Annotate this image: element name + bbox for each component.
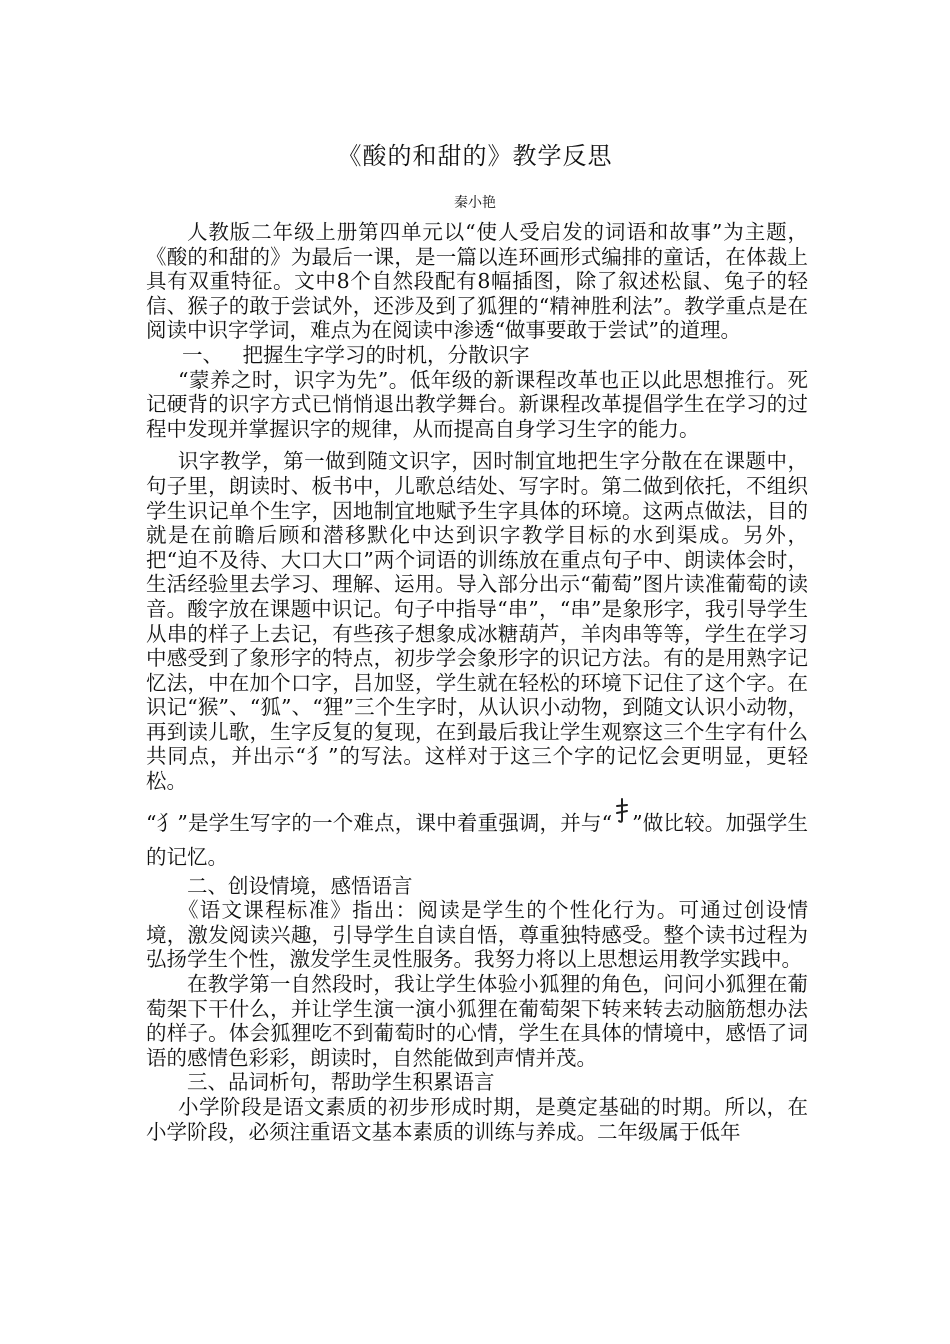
- section-heading-2: 二、创设情境，感悟语言: [187, 873, 413, 898]
- section-heading-1: 一、 把握生字学习的时机，分散识字: [182, 342, 530, 367]
- paragraph: “蒙养之时，识字为先”。低年级的新课程改革也正以此思想推行。死记硬背的识字方式已悄悄退出教学舞台。新课程改革提倡学生在学习的过程中发现并掌握识字的规律，从而提高自身学习生字的能力。: [146, 367, 808, 441]
- paragraph-intro: 人教版二年级上册第四单元以“使人受启发的词语和故事”为主题，《酸的和甜的》为最后一课，是一篇以连环画形式编排的童话，在体裁上具有双重特征。文中8个自然段配有8幅插图，除了叙述松鼠、兔子的轻信、猴子的敢于尝试外，还涉及到了狐狸的“精神胜利法”。教学重点是在阅读中识字学词，难点为在阅读中渗透“做事要敢于尝试”的道理。: [146, 220, 808, 343]
- hand-radical-image: [612, 806, 632, 834]
- document-body: [146, 220, 808, 1144]
- paragraph: 《语文课程标准》指出：阅读是学生的个性化行为。可通过创设情境，激发阅读兴趣，引导学生自读自悟，尊重独特感受。整个读书过程为弘扬学生个性，激发学生灵性服务。我努力将以上思想运用教学实践中。: [146, 898, 808, 972]
- document-title: 《酸的和甜的》教学反思: [337, 142, 613, 170]
- paragraph-radical-start: “犭”是学生写字的一个难点，课中着重强调，并与“: [146, 810, 613, 835]
- paragraph: 小学阶段是语文素质的初步形成时期，是奠定基础的时期。所以，在小学阶段，必须注重语文基本素质的训练与养成。二年级属于低年: [146, 1095, 808, 1144]
- paragraph-radical: [146, 806, 808, 874]
- paragraph: 在教学第一自然段时，我让学生体验小狐狸的角色，问问小狐狸在葡萄架下干什么，并让学生演一演小狐狸在葡萄架下转来转去动脑筋想办法的样子。体会狐狸吃不到葡萄时的心情，学生在具体的情境中，感悟了词语的感情色彩彩，朗读时，自然能做到声情并茂。: [146, 972, 808, 1070]
- section-heading-3: 三、品词析句，帮助学生积累语言: [187, 1070, 495, 1095]
- author-name: 秦小艳: [454, 195, 496, 211]
- paragraph-radical-end: ”做比较。加强学生的记忆。: [146, 810, 808, 869]
- paragraph: 识字教学，第一做到随文识字，因时制宜地把生字分散在在课题中，句子里，朗读时、板书中，儿歌总结处、写字时。第二做到依托，不组织学生识记单个生字，因地制宜地赋予生字具体的环境。这两点做法，目的就是在前瞻后顾和潜移默化中达到识字教学目标的水到渠成。另外，把“迫不及待、大口大口”两个词语的训练放在重点句子中、朗读体会时，生活经验里去学习、理解、运用。导入部分出示“葡萄”图片读准葡萄的读音。酸字放在课题中识记。句子中指导“串”，“串”是象形字，我引导学生从串的样子上去记，有些孩子想象成冰糖葫芦，羊肉串等等，学生在学习中感受到了象形字的特点，初步学会象形字的识记方法。有的是用熟字记忆法，中在加个口字，吕加竖，学生就在轻松的环境下记住了这个字。在识记“猴”、“狐”、“狸”三个生字时，从认识小动物，到随文认识小动物，再到读儿歌，生字反复的复现，在到最后我让学生观察这三个生字有什么共同点，并出示“犭”的写法。这样对于这三个字的记忆会更明显，更轻松。: [146, 449, 808, 794]
